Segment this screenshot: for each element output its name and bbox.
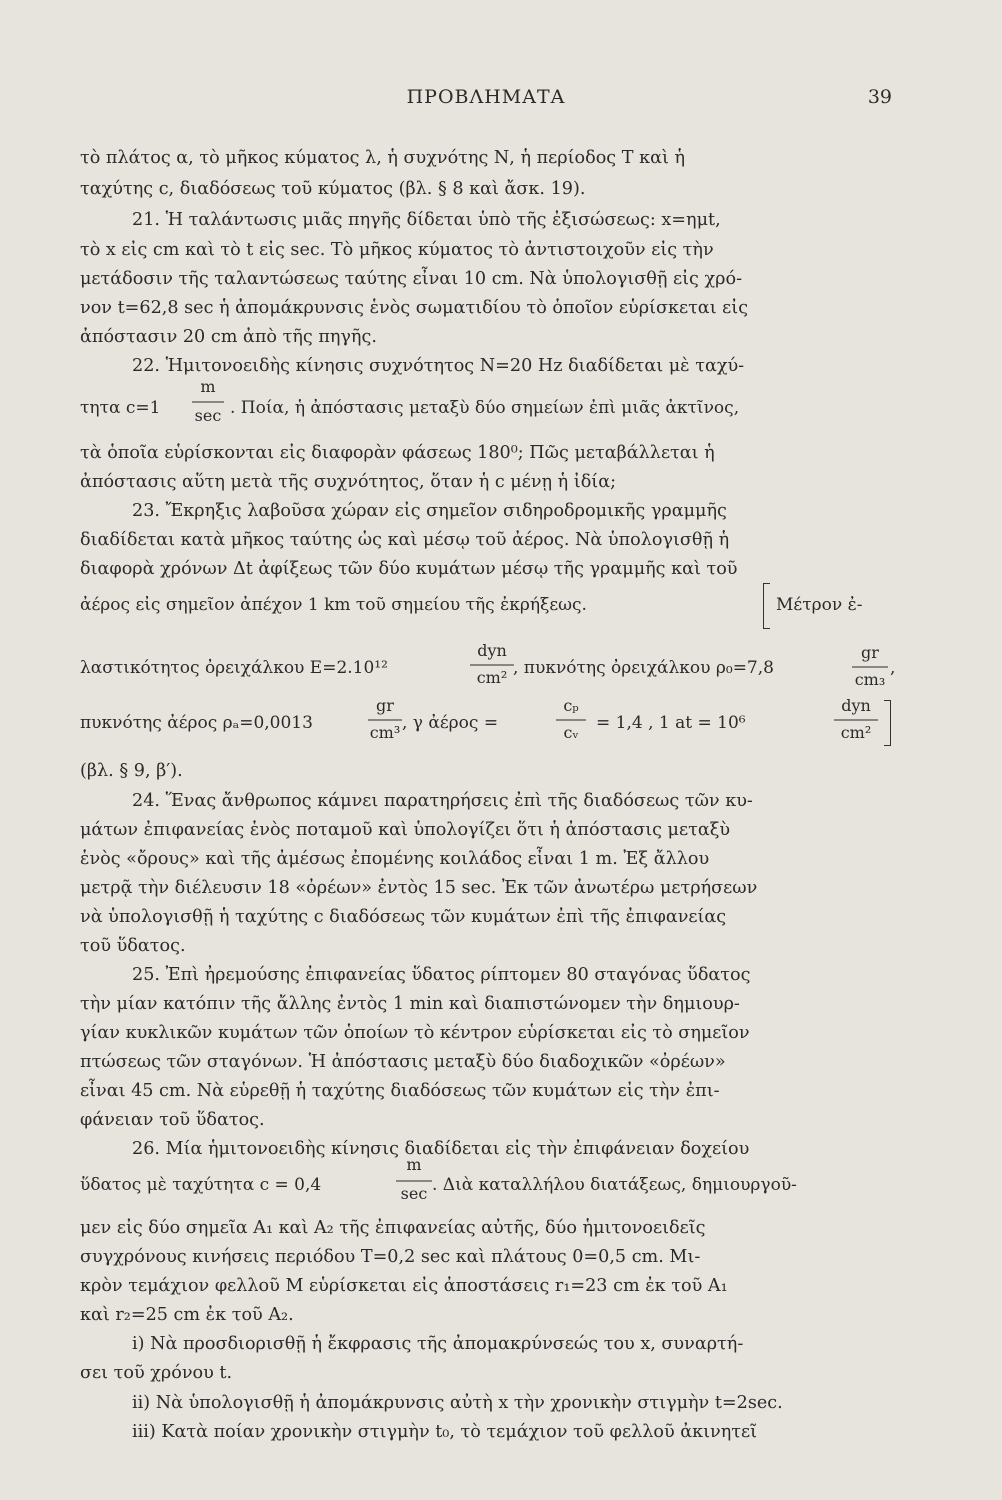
formula-text: , γ ἀέρος = (402, 713, 499, 733)
text-line: καὶ r₂=25 cm ἐκ τοῦ Α₂. (80, 1305, 294, 1325)
text-line: πτώσεως τῶν σταγόνων. Ἡ ἀπόστασις μεταξὺ δύο διαδοχικῶν «ὀρέων» (80, 1052, 726, 1072)
fraction-numerator: gr (376, 696, 394, 715)
page-number: 39 (867, 86, 892, 108)
text-line: μετρᾷ τὴν διέλευσιν 18 «ὀρέων» ἐντὸς 15 sec. Ἐκ τῶν ἀνωτέρω μετρήσεων (80, 878, 758, 898)
problem-25: 25. Ἐπὶ ἠρεμούσης ἐπιφανείας ὕδατος ρίπτομεν 80 σταγόνας ὕδατος (132, 965, 751, 985)
bracket-left (763, 583, 770, 629)
problem-24: 24. Ἕνας ἄνθρωπος κάμνει παρατηρήσεις ἐπὶ τῆς διαδόσεως τῶν κυ- (132, 791, 753, 811)
formula-text: λαστικότητος ὀρειχάλκου Ε=2.10¹² (80, 658, 388, 678)
fraction-denominator: sec (400, 1184, 428, 1203)
fraction-denominator: cm² (476, 668, 508, 687)
formula-text: ὕδατος μὲ ταχύτητα c = 0,4 (80, 1175, 322, 1195)
subquestion-ii: ii) Νὰ ὑπολογισθῇ ἡ ἀπομάκρυνσις αὐτὴ x τὴν χρονικὴν στιγμὴν t=2sec. (132, 1393, 783, 1413)
fraction-bar (556, 719, 586, 721)
formula-text: τητα c=1 (80, 398, 161, 418)
text-line: τὴν μίαν κατόπιν τῆς ἄλλης ἐντὸς 1 min καὶ διαπιστώνομεν τὴν δημιουρ- (80, 994, 740, 1014)
fraction-denominator: cm³ (369, 723, 401, 742)
text-line: εἶναι 45 cm. Νὰ εὑρεθῇ ἡ ταχύτης διαδόσεως τῶν κυμάτων εἰς τὴν ἐπι- (80, 1081, 720, 1101)
text-line: ἀπόστασιν 20 cm ἀπὸ τῆς πηγῆς. (80, 327, 377, 347)
running-head: ΠΡΟΒΛΗΜΑΤΑ (406, 86, 566, 108)
fraction-bar (396, 1180, 432, 1182)
fraction-numerator: cₚ (563, 696, 579, 715)
fraction-denominator: cm² (840, 723, 872, 742)
problem-21: 21. Ἡ ταλάντωσις μιᾶς πηγῆς δίδεται ὑπὸ τῆς ἐξισώσεως: x=ημt, (132, 210, 721, 230)
subquestion-iii: iii) Κατὰ ποίαν χρονικὴν στιγμὴν t₀, τὸ τεμάχιον τοῦ φελλοῦ ἀκινητεῖ (132, 1422, 758, 1442)
text-line: φάνειαν τοῦ ὕδατος. (80, 1110, 265, 1130)
text-line: τὸ x εἰς cm καὶ τὸ t εἰς sec. Τὸ μῆκος κύματος τὸ ἀντιστοιχοῦν εἰς τὴν (80, 240, 714, 260)
fraction-bar (192, 401, 224, 403)
text-line: νον t=62,8 sec ἡ ἀπομάκρυνσις ἑνὸς σωματιδίου τὸ ὁποῖον εὑρίσκεται εἰς (80, 298, 749, 318)
fraction-bar (368, 719, 402, 721)
text-line: γίαν κυκλικῶν κυμάτων τῶν ὁποίων τὸ κέντρον εὑρίσκεται εἰς τὸ σημεῖον (80, 1023, 750, 1043)
problem-23: 23. Ἔκρηξις λαβοῦσα χώραν εἰς σημεῖον σιδηροδρομικῆς γραμμῆς (132, 501, 727, 521)
fraction-bar (852, 666, 888, 668)
text-line: (βλ. § 9, β′). (80, 761, 183, 781)
problem-22: 22. Ἡμιτονοειδὴς κίνησις συχνότητος Ν=20 Hz διαδίδεται μὲ ταχύ- (132, 356, 745, 376)
subquestion-i: i) Νὰ προσδιορισθῇ ἡ ἔκφρασις τῆς ἀπομακρύνσεώς του x, συναρτή- (132, 1334, 744, 1354)
text-line: τὰ ὁποῖα εὑρίσκονται εἰς διαφορὰν φάσεως 180⁰; Πῶς μεταβάλλεται ἡ (80, 443, 715, 463)
formula-text: . Διὰ καταλλήλου διατάξεως, δημιουργοῦ- (432, 1175, 797, 1195)
formula-text: , (890, 658, 896, 678)
text-line: μετάδοσιν τῆς ταλαντώσεως ταύτης εἶναι 10 cm. Νὰ ὑπολογισθῇ εἰς χρό- (80, 269, 743, 289)
text-line: τοῦ ὕδατος. (80, 936, 186, 956)
text-line: μεν εἰς δύο σημεῖα Α₁ καὶ Α₂ τῆς ἐπιφανείας αὐτῆς, δύο ἡμιτονοειδεῖς (80, 1218, 706, 1238)
text-line: νὰ ὑπολογισθῇ ἡ ταχύτης c διαδόσεως τῶν κυμάτων ἐπὶ τῆς ἐπιφανείας (80, 907, 727, 927)
formula-text: . Ποία, ἡ ἀπόστασις μεταξὺ δύο σημείων ἐπὶ μιᾶς ἀκτῖνος, (230, 398, 740, 418)
text-line: συγχρόνους κινήσεις περιόδου Τ=0,2 sec καὶ πλάτους 0=0,5 cm. Μι- (80, 1247, 701, 1267)
fraction-bar (470, 664, 514, 666)
problem-26: 26. Μία ἡμιτονοειδὴς κίνησις διαδίδεται εἰς τὴν ἐπιφάνειαν δοχείου (132, 1139, 750, 1159)
fraction-denominator: cm₃ (854, 670, 886, 689)
fraction-denominator: cᵥ (563, 723, 579, 742)
formula-text: Μέτρον ἐ- (776, 595, 863, 615)
formula-text: = 1,4 , 1 at = 10⁶ (596, 713, 746, 733)
fraction-numerator: dyn (841, 696, 871, 715)
text-line: ἑνὸς «ὄρους» καὶ τῆς ἀμέσως ἐπομένης κοιλάδος εἶναι 1 m. Ἐξ ἄλλου (80, 849, 710, 869)
text-line: κρὸν τεμάχιον φελλοῦ Μ εὑρίσκεται εἰς ἀποστάσεις r₁=23 cm ἐκ τοῦ Α₁ (80, 1276, 728, 1296)
text-line: ταχύτης c, διαδόσεως τοῦ κύματος (βλ. § 8 καὶ ἄσκ. 19). (80, 179, 586, 199)
text-line: μάτων ἐπιφανείας ἑνὸς ποταμοῦ καὶ ὑπολογίζει ὅτι ἡ ἀπόστασις μεταξὺ (80, 820, 731, 840)
text-line: ἀπόστασις αὕτη μετὰ τῆς συχνότητος, ὅταν ἡ c μένῃ ἡ ἰδία; (80, 472, 617, 492)
text-line: τὸ πλάτος α, τὸ μῆκος κύματος λ, ἡ συχνότης Ν, ἡ περίοδος Τ καὶ ἡ (80, 148, 685, 168)
formula-text: πυκνότης ἀέρος ρₐ=0,0013 (80, 713, 313, 733)
formula-text: , πυκνότης ὀρειχάλκου ρ₀=7,8 (513, 658, 774, 678)
page-header (80, 86, 892, 116)
text-line: διαφορὰ χρόνων Δt ἀφίξεως τῶν δύο κυμάτων μέσῳ τῆς γραμμῆς καὶ τοῦ (80, 559, 738, 579)
fraction-numerator: m (200, 377, 216, 396)
text-line: διαδίδεται κατὰ μῆκος ταύτης ὡς καὶ μέσῳ τοῦ ἀέρος. Νὰ ὑπολογισθῇ ἡ (80, 530, 730, 550)
text-line: σει τοῦ χρόνου t. (80, 1363, 233, 1383)
formula-text: ἀέρος εἰς σημεῖον ἀπέχον 1 km τοῦ σημείου τῆς ἐκρήξεως. (80, 595, 587, 615)
fraction-denominator: sec (194, 406, 222, 425)
fraction-numerator: m (406, 1155, 422, 1174)
fraction-numerator: gr (861, 643, 879, 662)
fraction-bar (834, 719, 878, 721)
fraction-numerator: dyn (477, 641, 507, 660)
bracket-right (884, 700, 891, 746)
